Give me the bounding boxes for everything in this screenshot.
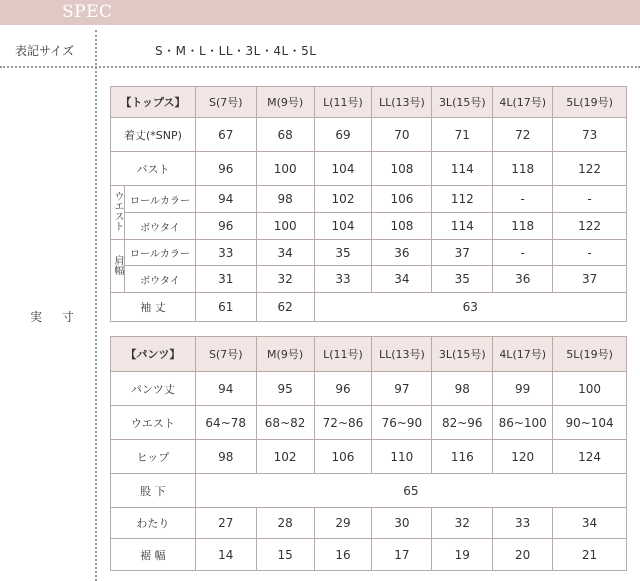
tops-shoulder-label [111, 240, 125, 293]
tops-col-l: L(11号) [314, 87, 372, 118]
table-cell: 69 [314, 118, 372, 152]
table-cell: 106 [314, 440, 372, 474]
table-cell: 16 [314, 539, 372, 571]
tops-waist-bowtie-label: ボウタイ [124, 213, 195, 240]
tops-bust-label: バスト [111, 152, 196, 186]
table-cell: 94 [195, 186, 256, 213]
tops-sleeve-label: 袖 丈 [111, 293, 196, 322]
tops-col-ll: LL(13号) [372, 87, 432, 118]
tops-col-3l: 3L(15号) [432, 87, 493, 118]
table-cell: 95 [256, 372, 314, 406]
table-cell: 33 [314, 266, 372, 293]
tops-shoulder-bowtie-label: ボウタイ [124, 266, 195, 293]
pants-col-4l: 4L(17号) [493, 337, 553, 372]
tops-col-5l: 5L(19号) [553, 87, 627, 118]
pants-length-label: パンツ丈 [111, 372, 196, 406]
table-cell: 33 [493, 508, 553, 539]
table-cell: 100 [256, 152, 314, 186]
table-cell: 32 [432, 508, 493, 539]
table-cell: 104 [314, 152, 372, 186]
table-cell: 82~96 [432, 406, 493, 440]
spec-header-bar [0, 0, 640, 25]
table-cell: 108 [372, 152, 432, 186]
table-cell: 72 [493, 118, 553, 152]
table-cell: 96 [195, 152, 256, 186]
pants-title: 【パンツ】 [111, 337, 196, 372]
pants-rise-row [111, 474, 627, 508]
table-cell: 104 [314, 213, 372, 240]
table-cell: 110 [372, 440, 432, 474]
table-cell: 31 [195, 266, 256, 293]
table-cell: 98 [195, 440, 256, 474]
table-cell: 102 [256, 440, 314, 474]
pants-waist-label: ウエスト [111, 406, 196, 440]
table-cell: 64~78 [195, 406, 256, 440]
table-cell: 68~82 [256, 406, 314, 440]
tops-waist-label [111, 186, 125, 240]
table-cell: 98 [256, 186, 314, 213]
table-cell: 122 [553, 152, 627, 186]
pants-col-5l: 5L(19号) [553, 337, 627, 372]
tops-shoulder-roll-row [111, 240, 627, 266]
tops-bust-row [111, 152, 627, 186]
tops-waist-bowtie-row [111, 213, 627, 240]
table-cell: 34 [372, 266, 432, 293]
table-cell: 36 [493, 266, 553, 293]
table-cell: 35 [314, 240, 372, 266]
table-cell: 72~86 [314, 406, 372, 440]
pants-length-row [111, 372, 627, 406]
pants-hip-label: ヒップ [111, 440, 196, 474]
table-cell: - [553, 240, 627, 266]
table-cell: 100 [553, 372, 627, 406]
table-cell: 120 [493, 440, 553, 474]
table-cell: - [493, 186, 553, 213]
table-cell: 73 [553, 118, 627, 152]
tops-sleeve-row [111, 293, 627, 322]
spec-title: SPEC [62, 2, 113, 22]
table-cell: 19 [432, 539, 493, 571]
pants-hem-row [111, 539, 627, 571]
tops-col-m: M(9号) [256, 87, 314, 118]
table-cell: 28 [256, 508, 314, 539]
table-cell: 112 [432, 186, 493, 213]
pants-thigh-label: わたり [111, 508, 196, 539]
pants-col-m: M(9号) [256, 337, 314, 372]
table-cell: 20 [493, 539, 553, 571]
tops-col-s: S(7号) [195, 87, 256, 118]
table-cell: 34 [256, 240, 314, 266]
table-cell: 32 [256, 266, 314, 293]
table-cell: 37 [553, 266, 627, 293]
table-cell: 102 [314, 186, 372, 213]
table-cell: 70 [372, 118, 432, 152]
size-notation-value: S・M・L・LL・3L・4L・5L [155, 44, 317, 58]
table-cell: 99 [493, 372, 553, 406]
table-cell: 118 [493, 213, 553, 240]
table-cell: 34 [553, 508, 627, 539]
table-cell: - [493, 240, 553, 266]
pants-rise-label: 股 下 [111, 474, 196, 508]
pants-hem-label: 裾 幅 [111, 539, 196, 571]
table-cell: 62 [256, 293, 314, 322]
table-cell: 116 [432, 440, 493, 474]
table-cell: 86~100 [493, 406, 553, 440]
tops-waist-label-text: ウエスト [111, 191, 123, 231]
tops-length-label: 着丈(*SNP) [111, 118, 196, 152]
size-notation-label: 表記サイズ [15, 44, 75, 58]
table-cell: 14 [195, 539, 256, 571]
tops-col-4l: 4L(17号) [493, 87, 553, 118]
table-cell: 17 [372, 539, 432, 571]
table-cell: 67 [195, 118, 256, 152]
pants-col-l: L(11号) [314, 337, 372, 372]
tops-header-row [111, 87, 627, 118]
table-cell: 71 [432, 118, 493, 152]
pants-col-3l: 3L(15号) [432, 337, 493, 372]
tops-shoulder-bowtie-row [111, 266, 627, 293]
table-cell: 61 [195, 293, 256, 322]
table-cell: - [553, 186, 627, 213]
table-cell: 100 [256, 213, 314, 240]
table-cell: 114 [432, 152, 493, 186]
actual-measurements-label: 実 寸 [30, 310, 82, 324]
tops-size-table [110, 86, 627, 322]
table-cell: 63 [314, 293, 626, 322]
tops-shoulder-label-text: 肩幅 [111, 254, 123, 275]
table-cell: 124 [553, 440, 627, 474]
table-cell: 96 [314, 372, 372, 406]
table-cell: 35 [432, 266, 493, 293]
table-cell: 114 [432, 213, 493, 240]
pants-col-s: S(7号) [195, 337, 256, 372]
table-cell: 33 [195, 240, 256, 266]
pants-hip-row [111, 440, 627, 474]
pants-waist-row [111, 406, 627, 440]
table-cell: 98 [432, 372, 493, 406]
table-cell: 30 [372, 508, 432, 539]
table-cell: 90~104 [553, 406, 627, 440]
tops-waist-roll-row [111, 186, 627, 213]
table-cell: 27 [195, 508, 256, 539]
pants-size-table [110, 336, 627, 571]
table-cell: 96 [195, 213, 256, 240]
table-cell: 36 [372, 240, 432, 266]
pants-col-ll: LL(13号) [372, 337, 432, 372]
table-cell: 21 [553, 539, 627, 571]
table-cell: 68 [256, 118, 314, 152]
table-cell: 29 [314, 508, 372, 539]
tops-title: 【トップス】 [111, 87, 196, 118]
table-cell: 108 [372, 213, 432, 240]
table-cell: 15 [256, 539, 314, 571]
pants-thigh-row [111, 508, 627, 539]
tops-waist-roll-label: ロールカラー [124, 186, 195, 213]
table-cell: 94 [195, 372, 256, 406]
table-cell: 118 [493, 152, 553, 186]
table-cell: 106 [372, 186, 432, 213]
table-cell: 97 [372, 372, 432, 406]
table-cell: 65 [195, 474, 626, 508]
table-cell: 37 [432, 240, 493, 266]
pants-header-row [111, 337, 627, 372]
tops-shoulder-roll-label: ロールカラー [124, 240, 195, 266]
table-cell: 76~90 [372, 406, 432, 440]
tops-length-row [111, 118, 627, 152]
dotted-divider-vertical [95, 30, 97, 581]
table-cell: 122 [553, 213, 627, 240]
